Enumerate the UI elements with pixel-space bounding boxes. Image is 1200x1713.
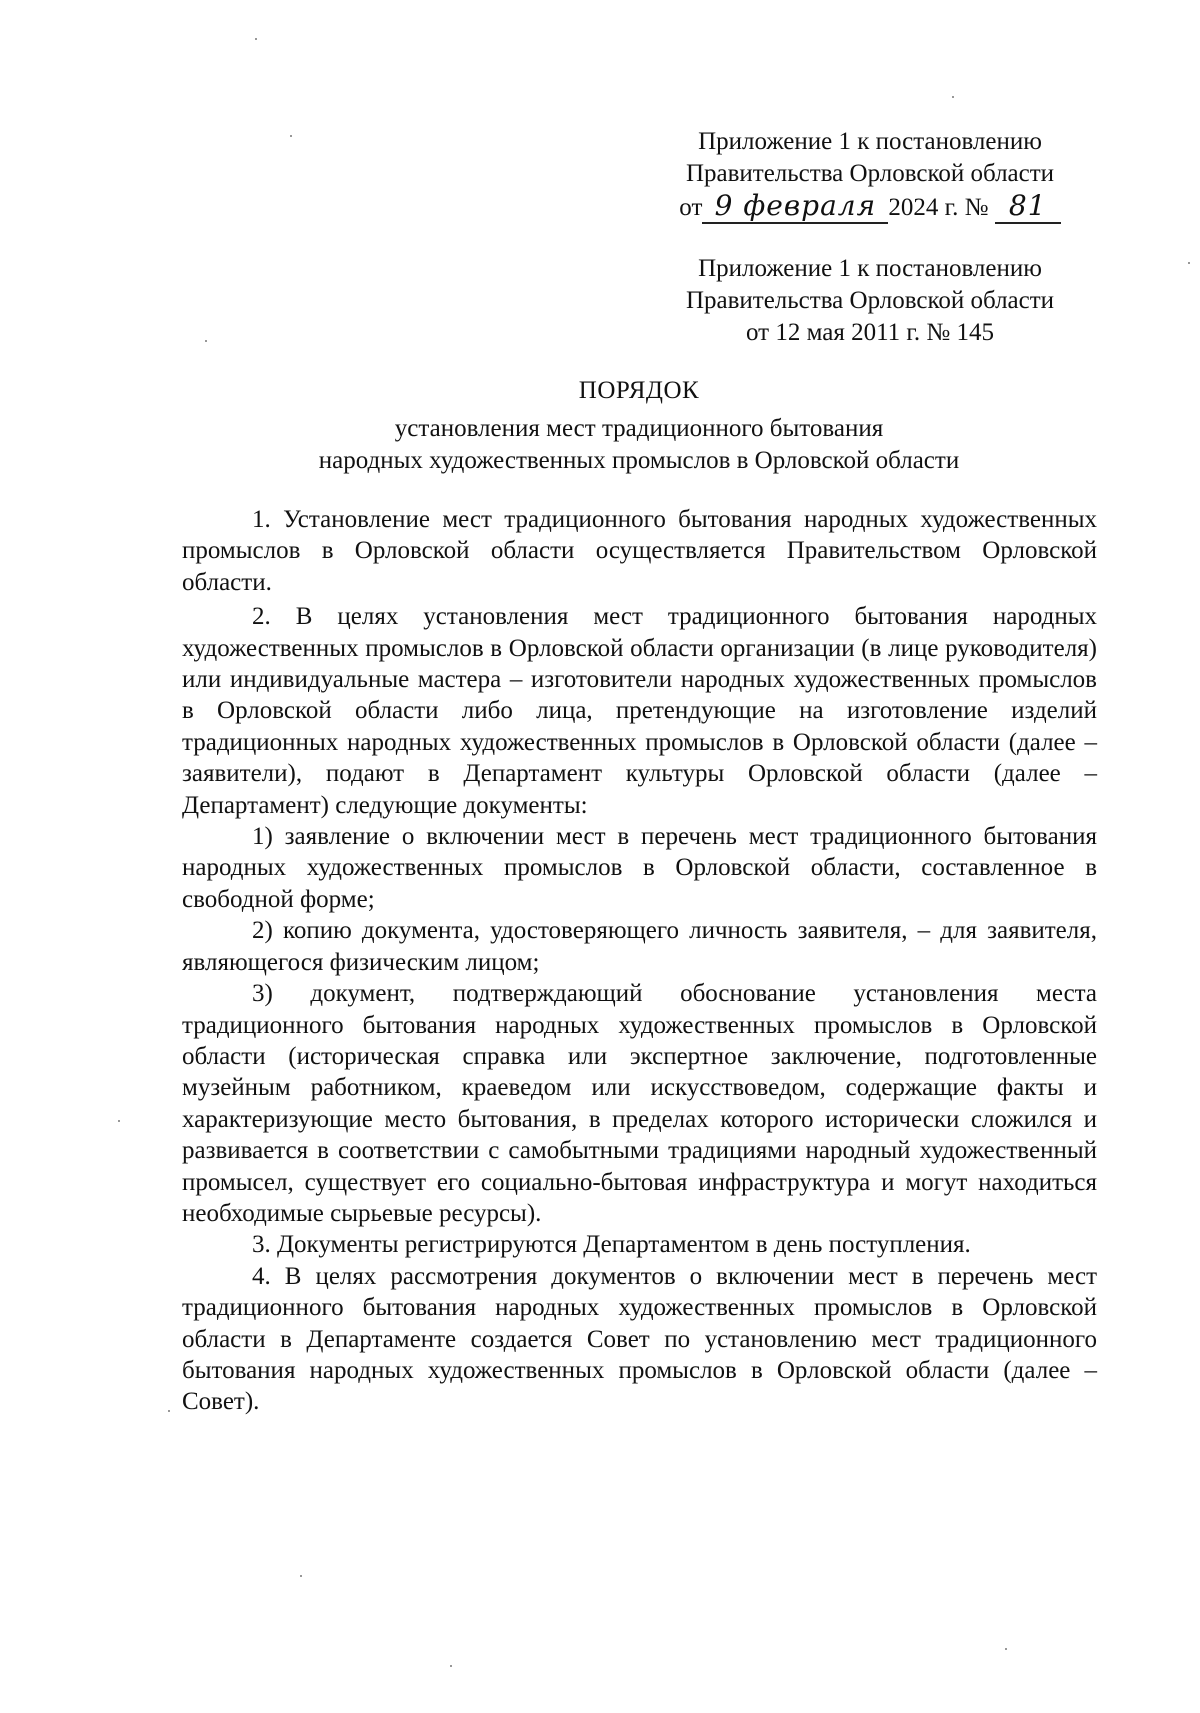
scan-speck (255, 38, 257, 40)
attachment-line-1: Приложение 1 к постановлению (698, 128, 1042, 155)
paragraph-4: 4. В целях рассмотрения документов о включении мест в перечень мест традиционного бытования народных художественных промыслов в Орловской области в Департаменте создается Совет по установлению мест традиционного бытования народных художественных промыслов в Орловской области (далее – Совет). (182, 1262, 1097, 1416)
attachment-date-line (640, 190, 1100, 224)
scan-speck (168, 1410, 170, 1412)
subtitle-line-2: народных художественных промыслов в Орловской области (318, 447, 960, 474)
date-year: 2024 г. № (888, 194, 989, 221)
paragraph-2-item-1: 1) заявление о включении мест в перечень мест традиционного бытования народных художественных промыслов в Орловской области, составленное в свободной форме; (182, 823, 1097, 913)
attachment-header-original (640, 253, 1100, 349)
date-prefix: от (679, 194, 703, 221)
attachment-line-2: Правительства Орловской области (685, 160, 1055, 187)
scan-speck (450, 1665, 452, 1667)
paragraph-1: 1. Установление мест традиционного бытования народных художественных промыслов в Орловской области осуществляется Правительством Орловской области. (182, 506, 1097, 596)
subtitle-line-1: установления мест традиционного бытования (394, 415, 884, 442)
paragraph-2: 2. В целях установления мест традиционного бытования народных художественных промыслов в Орловской области организации (в лице руководителя) или индивидуальные мастера – изготовители народных художественных промыслов в Орловской области либо лица, претендующие на изготовление изделий традиционных народных художественных промыслов в Орловской области (далее – заявители), подают в Департамент культуры Орловской области (далее – Департамент) следующие документы: (182, 603, 1097, 819)
scan-speck (300, 1575, 302, 1577)
document-body (182, 504, 1097, 1418)
scan-speck (205, 340, 207, 342)
handwritten-number: 81 (995, 190, 1061, 224)
paragraph-2-item-2: 2) копию документа, удостоверяющего личность заявителя, – для заявителя, являющегося физическим лицом; (182, 917, 1097, 976)
paragraph-3: 3. Документы регистрируются Департаментом в день поступления. (252, 1231, 971, 1259)
attachment-header-current (640, 126, 1100, 224)
scan-speck (118, 1120, 120, 1122)
document-subtitle (180, 413, 1098, 477)
scan-speck (952, 96, 954, 98)
attachment-orig-line-2: Правительства Орловской области (685, 287, 1055, 314)
attachment-orig-line-3: от 12 мая 2011 г. № 145 (746, 319, 994, 346)
scan-speck (290, 135, 292, 137)
paragraph-2-item-3: 3) документ, подтверждающий обоснование установления места традиционного бытования народных художественных промыслов в Орловской области (историческая справка или экспертное заключение, подготовленные музейным работником, краеведом или искусствоведом, содержащие факты и характеризующие место бытования, в пределах которого исторически сложился и развивается в соответствии с самобытными традициями народный художественный промысел, существует его социально-бытовая инфраструктура и могут находиться необходимые сырьевые ресурсы). (182, 980, 1097, 1227)
handwritten-date: 9 февраля (702, 190, 888, 224)
scan-speck (1188, 262, 1190, 264)
scan-speck (1005, 1648, 1007, 1650)
document-title: ПОРЯДОК (578, 377, 700, 404)
attachment-orig-line-1: Приложение 1 к постановлению (698, 255, 1042, 282)
